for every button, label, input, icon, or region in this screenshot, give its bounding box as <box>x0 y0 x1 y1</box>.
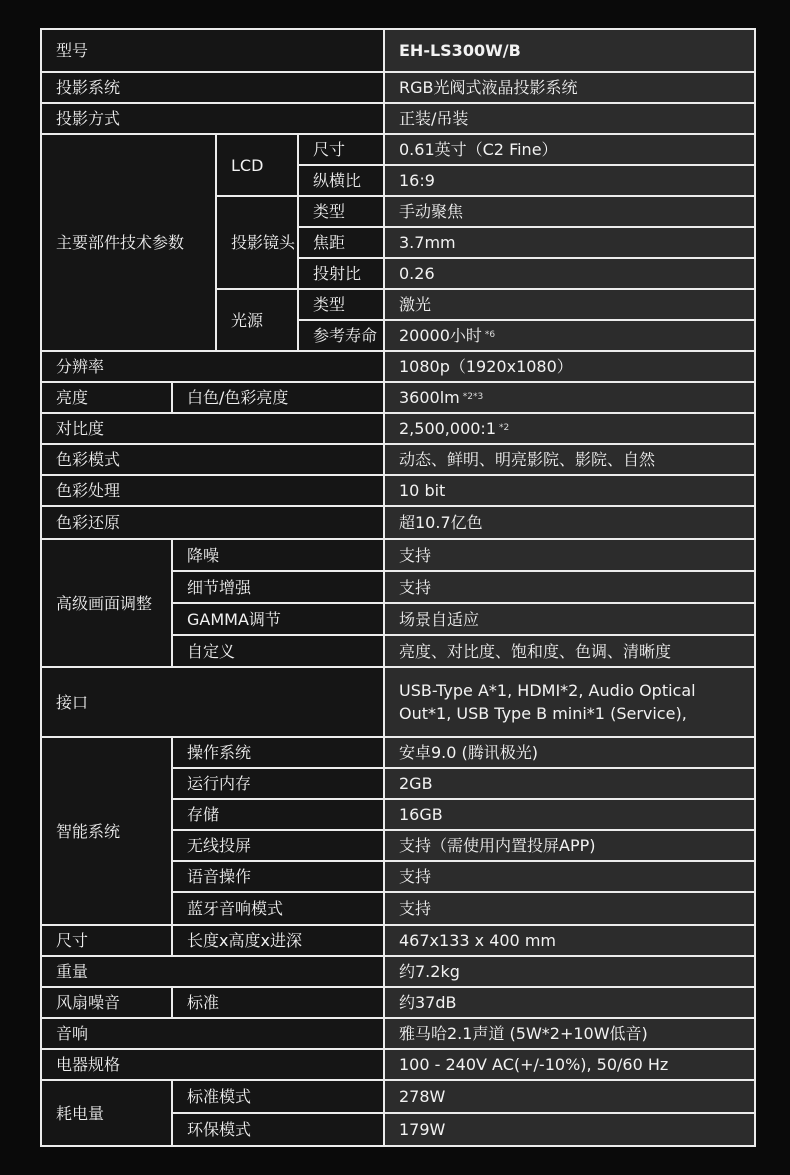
value-contrast <box>385 414 754 443</box>
value-brightness <box>385 383 754 412</box>
value-detail-enhance: 支持 <box>385 572 754 602</box>
label-dimensions-sub: 长度x高度x进深 <box>173 926 383 955</box>
label-main-components: 主要部件技术参数 <box>42 135 215 350</box>
value-dimensions: 467x133 x 400 mm <box>385 926 754 955</box>
label-focal-length: 焦距 <box>299 228 383 257</box>
label-brightness: 亮度 <box>42 383 171 412</box>
value-model: EH-LS300W/B <box>385 30 754 71</box>
label-eco-mode: 环保模式 <box>173 1114 383 1145</box>
value-color-reproduction: 超10.7亿色 <box>385 507 754 538</box>
label-model: 型号 <box>42 30 383 71</box>
value-interface: USB-Type A*1, HDMI*2, Audio Optical Out*1, USB Type B mini*1 (Service), <box>385 668 754 736</box>
label-standard-mode: 标准模式 <box>173 1081 383 1112</box>
label-lcd: LCD <box>217 135 297 195</box>
value-audio: 雅马哈2.1声道 (5W*2+10W低音) <box>385 1019 754 1048</box>
value-color-mode: 动态、鲜明、明亮影院、影院、自然 <box>385 445 754 474</box>
value-lifetime-text: 20000小时 <box>399 326 482 345</box>
label-lifetime: 参考寿命 <box>299 321 383 350</box>
label-wireless-cast: 无线投屏 <box>173 831 383 860</box>
value-resolution: 1080p（1920x1080） <box>385 352 754 381</box>
label-storage: 存储 <box>173 800 383 829</box>
value-aspect-ratio: 16:9 <box>385 166 754 195</box>
label-color-processing: 色彩处理 <box>42 476 383 505</box>
label-os: 操作系统 <box>173 738 383 767</box>
label-lcd-size: 尺寸 <box>299 135 383 164</box>
label-voice-control: 语音操作 <box>173 862 383 891</box>
value-storage: 16GB <box>385 800 754 829</box>
label-interface: 接口 <box>42 668 383 736</box>
label-fan-noise-sub: 标准 <box>173 988 383 1017</box>
value-gamma: 场景自适应 <box>385 604 754 634</box>
value-focal-length: 3.7mm <box>385 228 754 257</box>
value-os: 安卓9.0 (腾讯极光) <box>385 738 754 767</box>
spec-table <box>40 28 756 1147</box>
value-wireless-cast: 支持（需使用内置投屏APP) <box>385 831 754 860</box>
value-throw-ratio: 0.26 <box>385 259 754 288</box>
label-projection-system: 投影系统 <box>42 73 383 102</box>
value-lifetime <box>385 321 754 350</box>
label-bluetooth-speaker: 蓝牙音响模式 <box>173 893 383 924</box>
value-eco-mode: 179W <box>385 1114 754 1145</box>
label-detail-enhance: 细节增强 <box>173 572 383 602</box>
value-bluetooth-speaker: 支持 <box>385 893 754 924</box>
value-color-processing: 10 bit <box>385 476 754 505</box>
label-noise-reduction: 降噪 <box>173 540 383 570</box>
label-audio: 音响 <box>42 1019 383 1048</box>
label-color-mode: 色彩模式 <box>42 445 383 474</box>
label-electrical: 电器规格 <box>42 1050 383 1079</box>
label-custom: 自定义 <box>173 636 383 666</box>
label-light-source: 光源 <box>217 290 297 350</box>
label-contrast: 对比度 <box>42 414 383 443</box>
value-ram: 2GB <box>385 769 754 798</box>
label-light-type: 类型 <box>299 290 383 319</box>
label-advanced-picture: 高级画面调整 <box>42 540 171 666</box>
value-brightness-text: 3600lm <box>399 388 460 407</box>
label-projection-method: 投影方式 <box>42 104 383 133</box>
value-light-type: 激光 <box>385 290 754 319</box>
label-throw-ratio: 投射比 <box>299 259 383 288</box>
label-color-reproduction: 色彩还原 <box>42 507 383 538</box>
label-lens-type: 类型 <box>299 197 383 226</box>
label-fan-noise: 风扇噪音 <box>42 988 171 1017</box>
value-noise-reduction: 支持 <box>385 540 754 570</box>
label-brightness-sub: 白色/色彩亮度 <box>173 383 383 412</box>
label-resolution: 分辨率 <box>42 352 383 381</box>
value-voice-control: 支持 <box>385 862 754 891</box>
label-ram: 运行内存 <box>173 769 383 798</box>
label-power-consumption: 耗电量 <box>42 1081 171 1145</box>
value-contrast-text: 2,500,000:1 <box>399 419 496 438</box>
label-weight: 重量 <box>42 957 383 986</box>
value-projection-system: RGB光阀式液晶投影系统 <box>385 73 754 102</box>
value-lens-type: 手动聚焦 <box>385 197 754 226</box>
value-standard-mode: 278W <box>385 1081 754 1112</box>
value-fan-noise: 约37dB <box>385 988 754 1017</box>
value-custom: 亮度、对比度、饱和度、色调、清晰度 <box>385 636 754 666</box>
label-dimensions: 尺寸 <box>42 926 171 955</box>
footnote-brightness: *2*3 <box>462 392 484 402</box>
label-lens: 投影镜头 <box>217 197 297 288</box>
label-smart-system: 智能系统 <box>42 738 171 924</box>
footnote-contrast: *2 <box>499 423 510 433</box>
value-weight: 约7.2kg <box>385 957 754 986</box>
footnote-lifetime: *6 <box>484 330 496 340</box>
value-electrical: 100 - 240V AC(+/-10%), 50/60 Hz <box>385 1050 754 1079</box>
label-aspect-ratio: 纵横比 <box>299 166 383 195</box>
label-gamma: GAMMA调节 <box>173 604 383 634</box>
value-projection-method: 正装/吊装 <box>385 104 754 133</box>
value-lcd-size: 0.61英寸（C2 Fine） <box>385 135 754 164</box>
